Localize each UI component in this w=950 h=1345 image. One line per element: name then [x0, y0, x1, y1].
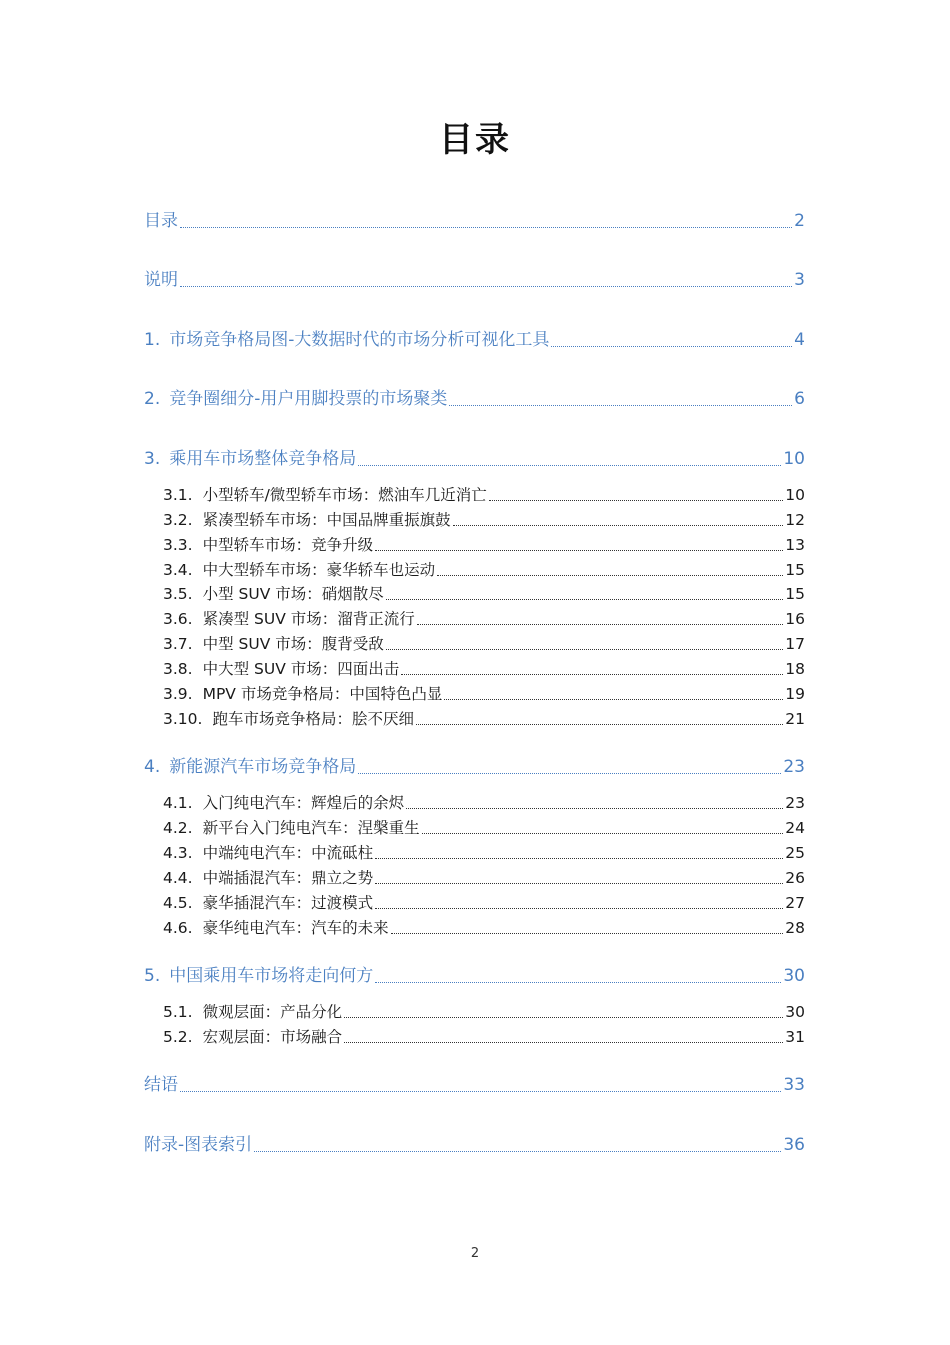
toc-entry-title: 中端插混汽车：鼎立之势 — [202, 869, 374, 887]
toc-entry-page: 10 — [785, 486, 805, 504]
toc-entry-page: 36 — [783, 1135, 805, 1155]
dot-leader — [453, 524, 784, 526]
toc-entry-page: 27 — [785, 894, 805, 912]
toc-entry[interactable] — [144, 1072, 805, 1098]
toc-subentry[interactable] — [163, 534, 805, 556]
toc-subentry[interactable] — [163, 892, 805, 914]
toc-entry-title: 中国乘用车市场将走向何方 — [169, 966, 374, 986]
toc-entry-page: 24 — [785, 819, 805, 837]
toc-entry-page: 2 — [794, 211, 805, 231]
toc-entry-number: 3.5. — [163, 585, 193, 603]
toc-entry-title: 新平台入门纯电汽车：涅槃重生 — [202, 819, 420, 837]
toc-entry-title: 附录-图表索引 — [144, 1135, 253, 1155]
dot-leader — [375, 549, 783, 551]
dot-leader — [489, 499, 783, 501]
dot-leader — [375, 981, 781, 983]
toc-entry-title: 竞争圈细分-用户用脚投票的市场聚类 — [169, 389, 448, 409]
toc-entry-title: 中端纯电汽车：中流砥柱 — [202, 844, 374, 862]
dot-leader — [386, 598, 784, 600]
toc-subentry[interactable] — [163, 658, 805, 680]
toc-entry-title: 紧凑型 SUV 市场：溜背正流行 — [202, 610, 415, 628]
dot-leader — [344, 1041, 783, 1043]
dot-leader — [416, 723, 783, 725]
toc-entry-number: 5. — [144, 966, 161, 986]
toc-subentry[interactable] — [163, 1001, 805, 1023]
toc-entry-number: 5.1. — [163, 1003, 193, 1021]
toc-entry-page: 13 — [785, 536, 805, 554]
toc-entry-page: 23 — [783, 757, 805, 777]
toc-entry-page: 15 — [785, 585, 805, 603]
toc-entry-number: 3.9. — [163, 685, 193, 703]
dot-leader — [406, 807, 783, 809]
toc-entry-title: 中大型轿车市场：豪华轿车也运动 — [202, 561, 436, 579]
dot-leader — [180, 1090, 781, 1092]
toc-entry-number: 3. — [144, 449, 161, 469]
toc-entry-title: 结语 — [144, 1075, 178, 1095]
toc-entry-title: 市场竞争格局图-大数据时代的市场分析可视化工具 — [169, 330, 550, 350]
toc-subentry[interactable] — [163, 484, 805, 506]
toc-entry-page: 10 — [783, 449, 805, 469]
toc-entry-page: 4 — [794, 330, 805, 350]
dot-leader — [437, 574, 783, 576]
toc-entry-number: 3.1. — [163, 486, 193, 504]
toc-entry-number: 4.5. — [163, 894, 193, 912]
toc-entry-number: 4.3. — [163, 844, 193, 862]
toc-entry-title: 中型 SUV 市场：腹背受敌 — [202, 635, 384, 653]
dot-leader — [417, 623, 784, 625]
dot-leader — [401, 673, 783, 675]
toc-entry-number: 5.2. — [163, 1028, 193, 1046]
toc-entry-title: 豪华插混汽车：过渡模式 — [202, 894, 374, 912]
toc-entry-page: 33 — [783, 1075, 805, 1095]
toc-entry-page: 18 — [785, 660, 805, 678]
dot-leader — [180, 226, 792, 228]
toc-entry-title: 紧凑型轿车市场：中国品牌重振旗鼓 — [202, 511, 451, 529]
toc-entry-number: 3.3. — [163, 536, 193, 554]
dot-leader — [444, 698, 783, 700]
toc-entry-number: 4.4. — [163, 869, 193, 887]
dot-leader — [375, 857, 783, 859]
dot-leader — [422, 832, 784, 834]
page-number: 2 — [470, 1246, 480, 1261]
toc-entry-number: 3.10. — [163, 710, 203, 728]
toc-subentry[interactable] — [163, 583, 805, 605]
toc-subentry[interactable] — [163, 917, 805, 939]
dot-leader — [449, 404, 792, 406]
toc-entry-page: 23 — [785, 794, 805, 812]
toc-entry-page: 12 — [785, 511, 805, 529]
dot-leader — [358, 772, 781, 774]
toc-entry-title: 乘用车市场整体竞争格局 — [169, 449, 357, 469]
dot-leader — [375, 882, 783, 884]
toc-entry-number: 3.7. — [163, 635, 193, 653]
toc-entry-page: 19 — [785, 685, 805, 703]
toc-subentry[interactable] — [163, 867, 805, 889]
toc-entry-title: 跑车市场竞争格局：脍不厌细 — [212, 710, 414, 728]
toc-subentry[interactable] — [163, 817, 805, 839]
toc-subentry[interactable] — [163, 842, 805, 864]
toc-entry-number: 4.1. — [163, 794, 193, 812]
dot-leader — [391, 932, 784, 934]
dot-leader — [386, 648, 784, 650]
toc-entry-page: 3 — [794, 270, 805, 290]
toc-entry-page: 25 — [785, 844, 805, 862]
toc-entry-number: 2. — [144, 389, 161, 409]
toc-entry[interactable] — [144, 1132, 805, 1158]
dot-leader — [254, 1150, 781, 1152]
toc-entry-number: 4.6. — [163, 919, 193, 937]
toc-entry[interactable] — [144, 327, 805, 353]
toc-entry[interactable] — [144, 386, 805, 412]
toc-subentry[interactable] — [163, 559, 805, 581]
toc-entry-page: 31 — [785, 1028, 805, 1046]
toc-entry-number: 3.2. — [163, 511, 193, 529]
toc-entry-title: 目录 — [144, 211, 178, 231]
toc-entry-number: 4. — [144, 757, 161, 777]
toc-entry-number: 1. — [144, 330, 161, 350]
toc-entry-title: 豪华纯电汽车：汽车的未来 — [202, 919, 389, 937]
toc-subentry[interactable] — [163, 683, 805, 705]
toc-entry-title: 微观层面：产品分化 — [202, 1003, 343, 1021]
toc-entry-page: 15 — [785, 561, 805, 579]
toc-entry-page: 21 — [785, 710, 805, 728]
toc-subentry[interactable] — [163, 1026, 805, 1048]
toc-entry-title: 小型轿车/微型轿车市场：燃油车几近消亡 — [202, 486, 487, 504]
toc-subentry[interactable] — [163, 708, 805, 730]
page-title: 目录 — [439, 120, 511, 160]
dot-leader — [358, 464, 781, 466]
toc-entry-title: 说明 — [144, 270, 178, 290]
toc-subentry[interactable] — [163, 633, 805, 655]
toc-entry[interactable] — [144, 267, 805, 293]
toc-entry-page: 28 — [785, 919, 805, 937]
dot-leader — [344, 1016, 783, 1018]
toc-subentry[interactable] — [163, 608, 805, 630]
dot-leader — [375, 907, 783, 909]
toc-entry-number: 3.4. — [163, 561, 193, 579]
toc-entry-title: 中型轿车市场：竞争升级 — [202, 536, 374, 554]
dot-leader — [180, 285, 792, 287]
toc-entry[interactable] — [144, 446, 805, 472]
toc-entry-title: 入门纯电汽车：辉煌后的余烬 — [202, 794, 405, 812]
toc-subentry[interactable] — [163, 792, 805, 814]
toc-subentry[interactable] — [163, 509, 805, 531]
toc-entry-title: 小型 SUV 市场：硝烟散尽 — [202, 585, 384, 603]
toc-entry-page: 30 — [785, 1003, 805, 1021]
toc-entry[interactable] — [144, 963, 805, 989]
toc-entry-page: 17 — [785, 635, 805, 653]
toc-entry-title: 中大型 SUV 市场：四面出击 — [202, 660, 400, 678]
toc-entry-title: MPV 市场竞争格局：中国特色凸显 — [202, 685, 443, 703]
toc-entry-page: 16 — [785, 610, 805, 628]
toc-entry-page: 26 — [785, 869, 805, 887]
dot-leader — [551, 345, 792, 347]
toc-entry[interactable] — [144, 754, 805, 780]
toc-entry[interactable] — [144, 208, 805, 234]
toc-entry-page: 6 — [794, 389, 805, 409]
toc-entry-number: 4.2. — [163, 819, 193, 837]
toc-entry-number: 3.6. — [163, 610, 193, 628]
toc-entry-number: 3.8. — [163, 660, 193, 678]
toc-entry-title: 宏观层面：市场融合 — [202, 1028, 343, 1046]
toc-entry-title: 新能源汽车市场竞争格局 — [169, 757, 357, 777]
toc-entry-page: 30 — [783, 966, 805, 986]
